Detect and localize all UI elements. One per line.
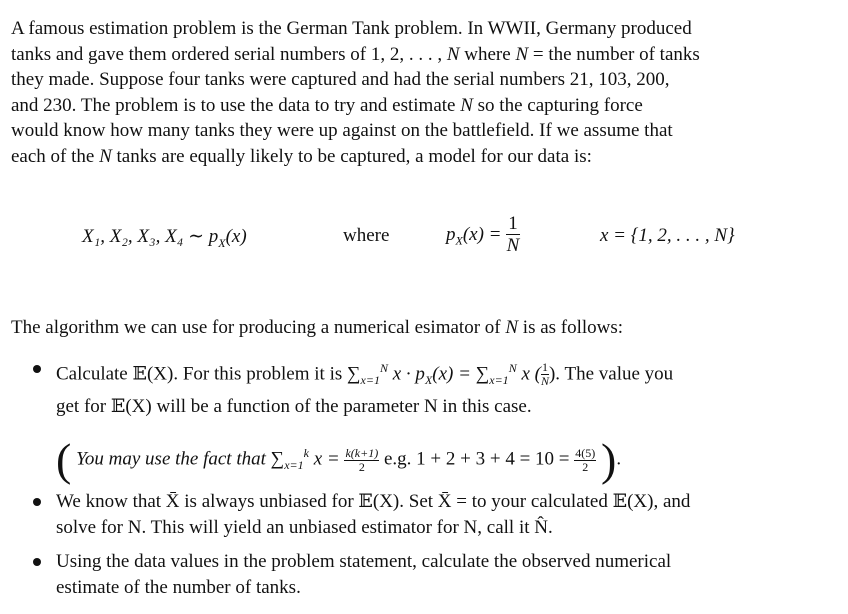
bullet-1-line-1: Calculate 𝔼(X). For this problem it is $\sum_{x=1}^N$ $x \cdot p_X(x) = \sum_{x=1}^N$ x ( $\frac{1}{N}$ ). The value you: [56, 360, 674, 389]
bullet-2-line-1: We know that X̄ is always unbiased for 𝔼(X). Set X̄ = to your calculated 𝔼(X), and: [56, 491, 691, 512]
bullet-2: [33, 489, 828, 540]
intro-line-3: they made. Suppose four tanks were captured and had the serial numbers 21, 103, 200,: [11, 69, 670, 91]
bullet-dot: [33, 558, 41, 566]
model-equation: [0, 211, 848, 265]
model-pmf: $p_X(x)$ = $\frac{1}{N}$: [446, 213, 520, 256]
model-lhs: X₁, X₂, X₃, X₄ ∼ $p_X(x)$: [82, 226, 247, 250]
hint-note: ( You may use the fact that $\sum_{x=1}^k$ x = $\frac{k(k+1)}{2}$ e.g. 1 + 2 + 3 + 4 = 10 = $\frac{4(5)}{2}$ ).: [56, 434, 622, 485]
pmf-fraction: $\frac{1}{N}$: [506, 213, 520, 256]
intro-line-1: A famous estimation problem is the German Tank problem. In WWII, Germany produced: [11, 18, 692, 39]
model-support: x = {1, 2, . . . , N}: [600, 225, 735, 246]
algorithm-intro: The algorithm we can use for producing a numerical esimator of N is as follows:: [11, 317, 624, 338]
bullet-1: [33, 356, 828, 419]
bullet-3: [33, 549, 828, 600]
bullet-2-line-2: solve for N. This will yield an unbiased estimator for N, call it N̂.: [56, 516, 553, 538]
intro-line-6: each of the N tanks are equally likely to be captured, a model for our data is:: [11, 145, 592, 167]
bullet-3-line-2: estimate of the number of tanks.: [56, 576, 301, 598]
intro-line-5: would know how many tanks they were up against on the battlefield. If we assume that: [11, 120, 673, 142]
bullet-1-line-2: get for 𝔼(X) will be a function of the parameter N in this case.: [56, 395, 532, 417]
bullet-dot: [33, 365, 41, 373]
intro-paragraph: [11, 16, 828, 170]
intro-line-4: and 230. The problem is to use the data to try and estimate N so the capturing force: [11, 94, 643, 116]
intro-line-2: tanks and gave them ordered serial numbers of 1, 2, . . . , N where N = the number of tanks: [11, 43, 700, 65]
bullet-3-line-1: Using the data values in the problem statement, calculate the observed numerical: [56, 551, 672, 572]
model-where: where: [343, 225, 390, 246]
bullet-dot: [33, 498, 41, 506]
